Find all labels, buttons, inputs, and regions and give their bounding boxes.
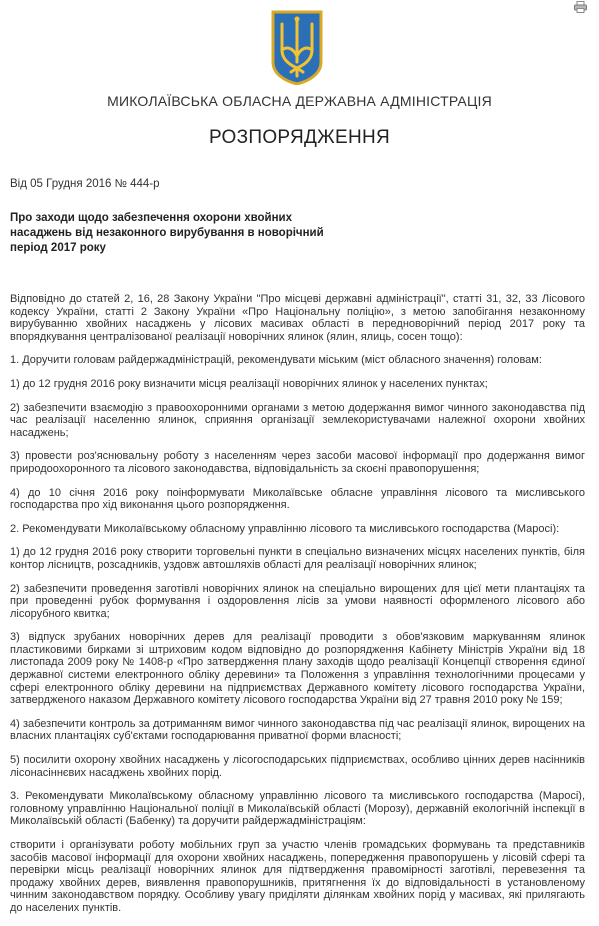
paragraph: створити і організувати роботу мобільних груп за участю членів громадських формувань та представників засобів масової інформації для охорони хвойних насаджень, попередження правопорушень у лісовій сфері та перевірки місць реалізації новорічних ялинок для підтвердження правомірності заготівлі, перевезення та продажу хвойних дерев, виявлення правопорушників, притягнення їх до відповідальності в установленому чинним законодавством порядку. Особливу увагу приділяти ділянкам хвойних порід у масивах, які прилягають до населених пунктів. bbox=[10, 839, 585, 914]
coat-of-arms-icon bbox=[271, 10, 323, 85]
print-button[interactable] bbox=[574, 1, 587, 13]
paragraph: 1) до 12 грудня 2016 року визначити місця реалізації новорічних ялинок у населених пунктах; bbox=[10, 377, 488, 390]
document-body bbox=[10, 293, 585, 926]
paragraph: 4) забезпечити контроль за дотриманням вимог чинного законодавства під час реалізації ялинок, вирощених на власних плантаціях суб'єктами господарювання приватної форми власності; bbox=[10, 717, 585, 743]
paragraph: Відповідно до статей 2, 16, 28 Закону України "Про місцеві державні адміністрації", статті 31, 32, 33 Лісового кодексу України, статті 2 Закону України «Про Національну поліцію», з метою запобігання незаконному вирубуванню хвойних насаджень у лісових масивах області в передноворічний період 2017 року та впорядкування централізованої реалізації новорічних ялинок (ялин, ялиць, сосен тощо): bbox=[10, 293, 585, 343]
paragraph: 3) провести роз'яснювальну роботу з населенням через засоби масової інформації про додержання вимог природоохоронного та лісового законодавства, відповідальність за скоєні правопорушення; bbox=[10, 450, 585, 475]
org-title: МИКОЛАЇВСЬКА ОБЛАСНА ДЕРЖАВНА АДМІНІСТРАЦІЯ bbox=[107, 93, 492, 109]
paragraph: 4) до 10 січня 2016 року поінформувати Миколаївське обласне управління лісового та мисливського господарства про хід виконання цього розпорядження. bbox=[10, 486, 585, 512]
paragraph: 1) до 12 грудня 2016 року створити торговельні пункти в спеціально визначених місцях населених пунктів, біля контор лісництв, розсадників, уздовж автошляхів області для реалізації новорічних ялинок; bbox=[10, 546, 585, 571]
paragraph: 2) забезпечити взаємодію з правоохоронними органами з метою додержання вимог чинного законодавства під час реалізації населенню ялинок, сприяння організації землекористувачами належної охорони хвойних насаджень; bbox=[10, 401, 585, 439]
paragraph: 5) посилити охорону хвойних насаджень у лісогосподарських підприємствах, особливо цінних дерев насінників лісонасіннєвих насаджень хвойних порід. bbox=[10, 754, 585, 779]
document-subject: Про заходи щодо забезпечення охорони хвойних насаджень від незаконного вирубування в новорічний період 2017 року bbox=[10, 212, 324, 254]
document-type: РОЗПОРЯДЖЕННЯ bbox=[208, 127, 391, 148]
paragraph: 3. Рекомендувати Миколаївському обласному управлінню лісового та мисливського господарства (Маросі), головному управлінню Національної поліції в Миколаївській області (Морозу), державній екологічній інспекції в Миколаївській області (Бабенку) та доручити райдержадміністраціям: bbox=[10, 790, 585, 828]
paragraph: 1. Доручити головам райдержадміністрацій, рекомендувати міським (міст обласного значення) головам: bbox=[10, 354, 542, 367]
document-date: Від 05 Грудня 2016 № 444-р bbox=[10, 178, 160, 190]
paragraph: 3) відпуск зрубаних новорічних дерев для реалізації проводити з обов'язковим маркуванням ялинок пластиковими бирками зі штриховим кодом відповідно до розпорядження Кабінету Міністрів України від 18 листопада 2009 року № 1408-р «Про затвердження плану заходів щодо реалізації Концепції створення єдиної державної системи електронного обліку деревини» та Положення з управління технологічними процесами у сфері електронного обліку деревини на підприємствах Державного комітету лісового господарства України, затвердженого наказом Державного комітету лісового господарства України від 27 травня 2010 року № 159; bbox=[10, 631, 585, 707]
printer-icon bbox=[574, 1, 587, 13]
paragraph: 2) забезпечити проведення заготівлі новорічних ялинок на спеціально вирощених для цієї мети плантаціях та при проведенні рубок формування і оздоровлення лісів за умови наявності оформленого лісового або лісорубного квитка; bbox=[10, 582, 585, 620]
paragraph: 2. Рекомендувати Миколаївському обласному управлінню лісового та мисливського господарства (Маросі): bbox=[10, 522, 560, 535]
